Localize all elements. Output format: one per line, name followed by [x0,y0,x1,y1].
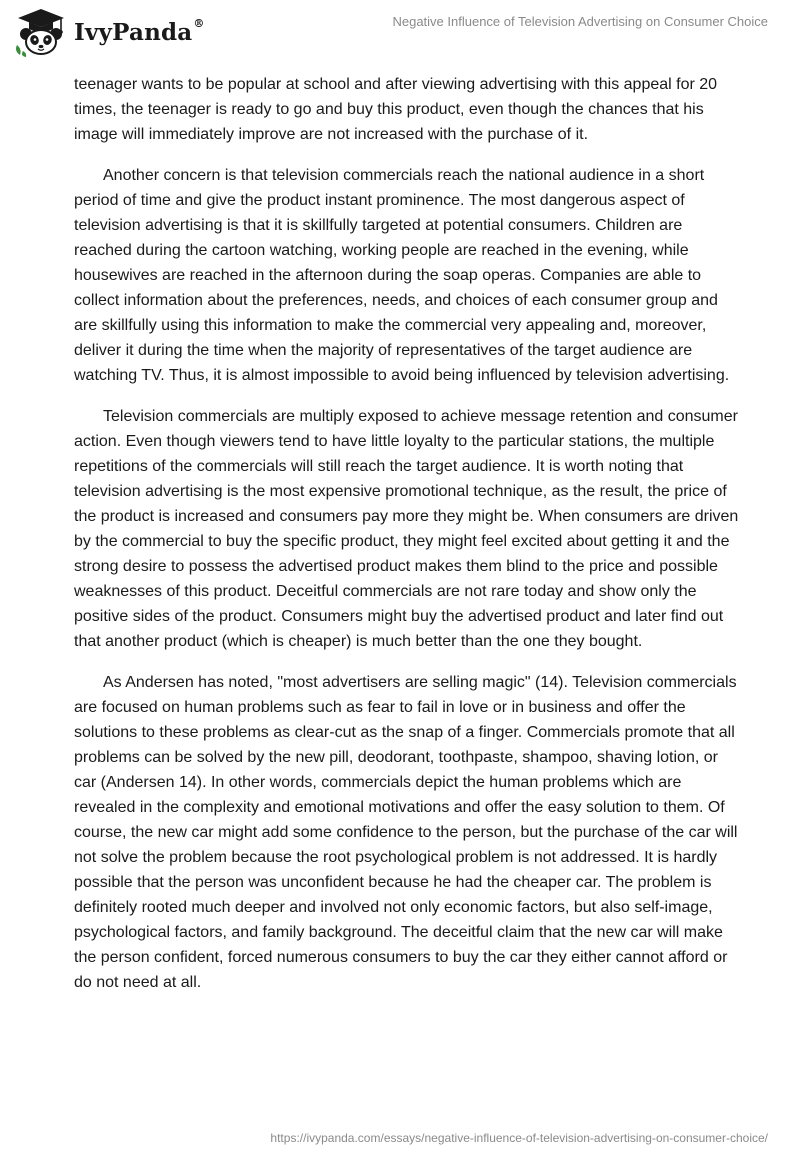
paragraph: teenager wants to be popular at school and after viewing advertising with this appeal for 20 times, the teenager is ready to go and buy this product, even though the chances that his image will immediately improve are not increased with the purchase of it. [74,76,718,143]
brand-name: IvyPanda® [74,16,205,46]
paragraph: Television commercials are multiply exposed to achieve message retention and consumer action. Even though viewers tend to have little loyalty to the particular stations, the multiple repetitions of the commercials will still reach the target audience. It is worth noting that television advertising is the most expensive promotional technique, as the result, the price of the product is increased and consumers pay more they might be. When consumers are driven by the commercial to buy the specific product, they might feel excited about getting it and the strong desire to possess the advertised product makes them blind to the price and possible weaknesses of this product. Deceitful commercials are not rare today and show only the positive sides of the product. Consumers might buy the advertised product and later find out that another product (which is cheaper) is much better than the one they bought. [74,408,739,650]
panda-graduate-icon [14,7,68,57]
paragraph: As Andersen has noted, "most advertisers are selling magic" (14). Television commercials are focused on human problems such as fear to fail in love or in business and offer the solutions to these problems as clear-cut as the snap of a finger. Commercials promote that all problems can be solved by the new pill, deodorant, toothpaste, shampoo, shaving lotion, or car (Andersen 14). In other words, commercials depict the human problems which are revealed in the complexity and emotional motivations and offer the easy solution to them. Of course, the new car might add some confidence to the person, but the purchase of the car will not solve the problem because the root psychological problem is not addressed. It is hardly possible that the person was unconfident because he had the cheaper car. The problem is definitely rooted much deeper and involved not only economic factors, but also self-image, psychological factors, and family background. The deceitful claim that the new car will make the person confident, forced numerous consumers to buy the car they either cannot afford or do not need at all. [74,674,738,991]
ivypanda-logo[interactable] [14,7,205,57]
source-url[interactable]: https://ivypanda.com/essays/negative-influence-of-television-advertising-on-consumer-choice/ [270,1131,768,1145]
page-header [0,0,800,60]
paragraph: Another concern is that television commercials reach the national audience in a short period of time and give the product instant prominence. The most dangerous aspect of television advertising is that it is skillfully targeted at potential consumers. Children are reached during the cartoon watching, working people are reached in the evening, while housewives are reached in the afternoon during the soap operas. Companies are able to collect information about the preferences, needs, and choices of each consumer group and are skillfully using this information to make the commercial very appealing and, moreover, deliver it during the time when the majority of representatives of the target audience are watching TV. Thus, it is almost impossible to avoid being influenced by television advertising. [74,167,730,384]
document-title: Negative Influence of Television Advertising on Consumer Choice [392,14,768,29]
essay-body [74,72,740,1011]
